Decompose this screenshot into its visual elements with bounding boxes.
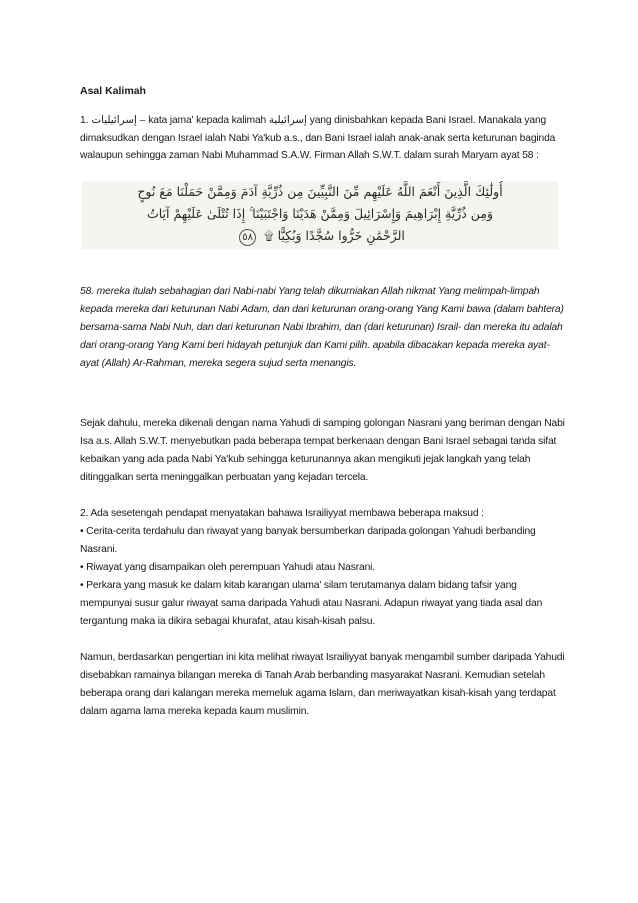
quran-line-3-text: الرَّحْمَٰنِ خَرُّوا سُجَّدًا وَبُكِيًّا ۩ xyxy=(264,227,405,243)
paragraph-1-rest: yang dinisbahkan kepada Bani Israel. Manakala yang dimaksudkan dengan Israel ialah Nabi Ya'kub a.s., dan Bani Israel ialah anak-anak serta keturunan baginda walaupun sehingga zaman Nabi Muhammad S.A.W. Firman Allah S.W.T. dalam surah Maryam ayat 58 : xyxy=(80,115,556,161)
paragraph-1-prefix: 1. xyxy=(80,115,92,126)
arabic-term-singular: إسرائيلية xyxy=(268,114,307,126)
paragraph-2: Sejak dahulu, mereka dikenali dengan nama Yahudi di samping golongan Nasrani yang beriman dengan Nabi Isa a.s. Allah S.W.T. menyebutkan pada beberapa tempat berkenaan dengan Bani Israel sebagai tanda sifat kebaikan yang ada pada Nabi Ya'kub sehingga keturunannya akan mengikuti jejak langkah yang telah ditinggalkan serta meninggalkan perbuatan yang kejadan tercela. xyxy=(80,417,565,483)
quran-line-2: وَمِن ذُرِّيَّةِ إِبْرَاهِيمَ وَإِسْرَائِيلَ وَمِمَّنْ هَدَيْنَا وَاجْتَبَيْنَا ۚ إِذَا تُتْلَىٰ عَلَيْهِمْ آيَاتُ xyxy=(146,205,494,221)
document-body xyxy=(80,84,568,721)
ayah-number-marker: ٥٨ xyxy=(239,229,256,246)
spacer xyxy=(80,383,568,415)
bullet-item: • Riwayat yang disampaikan oleh perempuan Yahudi atau Nasrani. xyxy=(80,561,376,573)
quran-line-3 xyxy=(82,225,558,247)
verse-translation: 58. mereka itulah sebahagian dari Nabi-nabi Yang telah dikurniakan Allah nikmat Yang melimpah-limpah kepada mereka dari keturunan Nabi Adam, dan dari keturunan orang-orang Yang Kami bawa (dalam bahtera) bersama-sama Nabi Nuh, dan dari keturunan Nabi Ibrahim, dan (dari keturunan) Israil- dan mereka itu adalah dari orang-orang Yang Kami beri hidayah petunjuk dan Kami pilih. apabila dibacakan kepada mereka ayat-ayat (Allah) Ar-Rahman, mereka segera sujud serta menangis. xyxy=(80,285,564,369)
quran-line-1: أُولَٰئِكَ الَّذِينَ أَنْعَمَ اللَّهُ عَلَيْهِم مِّنَ النَّبِيِّينَ مِن ذُرِّيَّةِ آدَمَ وَمِمَّنْ حَمَلْنَا مَعَ نُوحٍ xyxy=(137,183,503,199)
bullet-item: • Perkara yang masuk ke dalam kitab karangan ulama' silam terutamanya dalam bidang tafsir yang mempunyai susur galur riwayat sama daripada Yahudi atau Nasrani. Adapun riwayat yang tiada asal dan tergantung maka ia dikira sebagai khurafat, atau kisah-kisah palsu. xyxy=(80,579,543,627)
paragraph-1 xyxy=(80,112,568,165)
spacer xyxy=(80,631,568,649)
quran-verse-image xyxy=(82,181,558,249)
arabic-term-plural: إسرائيليات xyxy=(91,114,137,126)
bullet-item: • Cerita-cerita terdahulu dan riwayat yang banyak bersumberkan daripada golongan Yahudi berbanding Nasrani. xyxy=(80,525,536,555)
paragraph-4: Namun, berdasarkan pengertian ini kita melihat riwayat Israiliyyat banyak mengambil sumber daripada Yahudi disebabkan ramainya bilangan mereka di Tanah Arab berbanding masyarakat Nasrani. Kemudian setelah beberapa orang dari kalangan mereka memeluk agama Islam, dan meriwayatkan kisah-kisah yang terdapat dalam agama lama mereka kepada kaum muslimin. xyxy=(80,651,565,717)
paragraph-1-mid: – kata jama' kepada kalimah xyxy=(136,115,269,126)
document-title: Asal Kalimah xyxy=(80,85,146,97)
paragraph-3-intro: 2. Ada sesetengah pendapat menyatakan bahawa Israiliyyat membawa beberapa maksud : xyxy=(80,507,484,519)
spacer xyxy=(80,487,568,505)
